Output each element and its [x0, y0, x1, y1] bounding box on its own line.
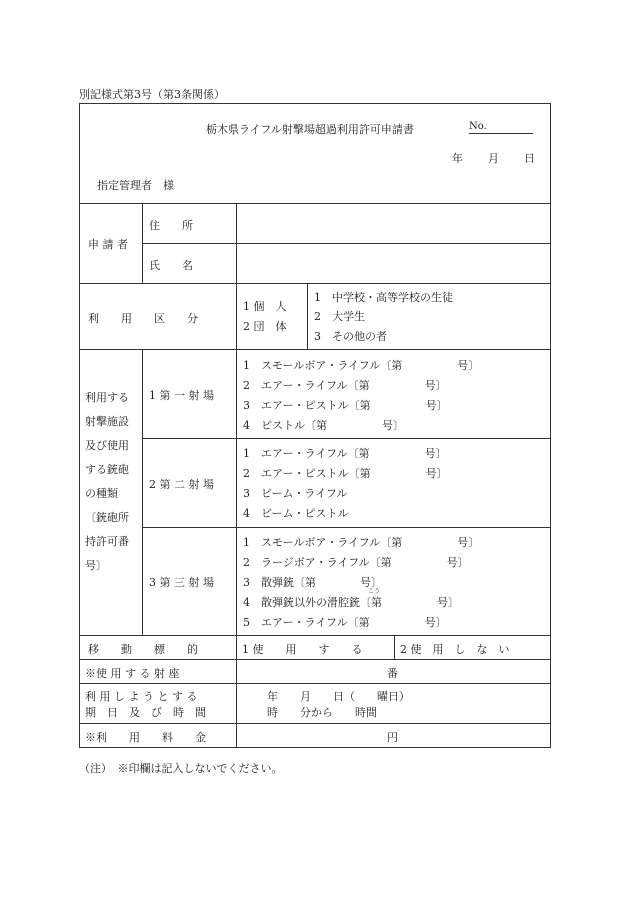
usage-type-individual[interactable]: 1 個 人 [243, 300, 287, 313]
moving-target-label: 移 動 標 的 [88, 643, 198, 656]
row-divider [79, 683, 550, 684]
table-border-left [79, 103, 80, 748]
usage-category-label: 利 用 区 分 [88, 312, 198, 325]
datetime-date-line[interactable]: 年 月 日（ 曜日） [267, 690, 410, 703]
seat-label: ※使 用 す る 射 座 [85, 667, 180, 680]
usage-subtype[interactable]: 2 大学生 [314, 310, 365, 323]
range-2-guns [243, 444, 448, 524]
moving-target-no-use[interactable]: 2 使 用 し な い [400, 643, 510, 656]
gun-option[interactable]: 3 ビーム・ライフル [243, 487, 348, 500]
col-divider [307, 283, 308, 349]
row-divider [79, 349, 550, 350]
footnote: （注） ※印欄は記入しないでください。 [79, 762, 283, 775]
seat-unit: 番 [387, 667, 398, 680]
addressee: 指定管理者 様 [97, 179, 174, 192]
moving-target-use[interactable]: 1 使 用 す る [242, 643, 363, 656]
facility-label-line: 持許可番 [85, 535, 129, 548]
usage-subtype[interactable]: 1 中学校・高等学校の生徒 [314, 291, 453, 304]
usage-subtype[interactable]: 3 その他の者 [314, 330, 387, 343]
gun-option[interactable]: 1 スモールボア・ライフル〔第 号〕 [243, 536, 480, 549]
col-divider [394, 635, 395, 659]
table-border-top [79, 103, 550, 104]
facility-label [85, 386, 129, 578]
address-field[interactable] [242, 208, 544, 238]
form-caption: 別記様式第3号（第3条関係） [79, 88, 225, 101]
date-month-label: 月 [488, 152, 499, 165]
gun-option[interactable]: 2 エアー・ライフル〔第 号〕 [243, 379, 447, 392]
applicant-label: 申 請 者 [88, 238, 128, 251]
facility-label-line: 及び使用 [85, 439, 129, 452]
gun-option[interactable]: 2 ラージボア・ライフル〔第 号〕 [243, 556, 469, 569]
name-label: 氏 名 [149, 259, 193, 272]
range-3-guns [243, 533, 479, 633]
gun-option[interactable]: 4 散弾銃以外の滑腔銃〔第 号〕 [243, 596, 459, 609]
row-divider [79, 635, 550, 636]
fee-label: ※利 用 料 金 [85, 731, 206, 744]
number-label: No. [469, 121, 487, 132]
row-divider [142, 527, 550, 528]
form-title: 栃木県ライフル射撃場超過利用許可申請書 [206, 123, 414, 136]
gun-option[interactable]: 1 スモールボア・ライフル〔第 号〕 [243, 359, 480, 372]
col-divider [142, 349, 143, 635]
gun-option[interactable]: 5 エアー・ライフル〔第 号〕 [243, 616, 447, 629]
datetime-time-line[interactable]: 時 分から 時間 [267, 706, 377, 719]
datetime-label-line2: 期 日 及 び 時 間 [85, 706, 206, 719]
table-border-right [550, 103, 551, 748]
facility-label-line: 利用する [85, 391, 129, 404]
row-divider [79, 723, 550, 724]
date-year-label: 年 [452, 152, 463, 165]
facility-label-line: 号〕 [85, 559, 107, 572]
gun-option[interactable]: 4 ビーム・ピストル [243, 507, 349, 520]
facility-label-line: 〔銃砲所 [85, 511, 129, 524]
datetime-label-line1: 利 用 し よ う と す る [85, 690, 198, 703]
gun-option[interactable]: 3 散弾銃〔第 号〕 [243, 576, 382, 589]
col-divider [236, 203, 237, 747]
range-1-label: 1 第 一 射 場 [149, 389, 214, 402]
number-underline [469, 133, 533, 134]
address-label: 住 所 [149, 219, 193, 232]
gun-option[interactable]: 3 エアー・ピストル〔第 号〕 [243, 399, 448, 412]
gun-option[interactable]: 2 エアー・ピストル〔第 号〕 [243, 467, 448, 480]
usage-type-group[interactable]: 2 団 体 [243, 320, 287, 333]
ruby-annotation: こう [368, 588, 381, 595]
range-1-guns [243, 356, 479, 436]
row-divider [142, 438, 550, 439]
range-2-label: 2 第 二 射 場 [149, 478, 214, 491]
row-divider [142, 243, 550, 244]
gun-option[interactable]: 4 ピストル〔第 号〕 [243, 419, 404, 432]
facility-label-line: 射撃施設 [85, 415, 129, 428]
row-divider [79, 203, 550, 204]
name-field[interactable] [242, 248, 544, 278]
col-divider [142, 203, 143, 283]
range-3-label: 3 第 三 射 場 [149, 576, 214, 589]
fee-unit: 円 [387, 731, 398, 744]
row-divider [79, 659, 550, 660]
facility-label-line: する銃砲 [85, 463, 129, 476]
table-border-bottom [79, 747, 550, 748]
row-divider [79, 283, 550, 284]
facility-label-line: の種類 [85, 487, 118, 500]
gun-option[interactable]: 1 エアー・ライフル〔第 号〕 [243, 447, 447, 460]
date-day-label: 日 [524, 152, 535, 165]
